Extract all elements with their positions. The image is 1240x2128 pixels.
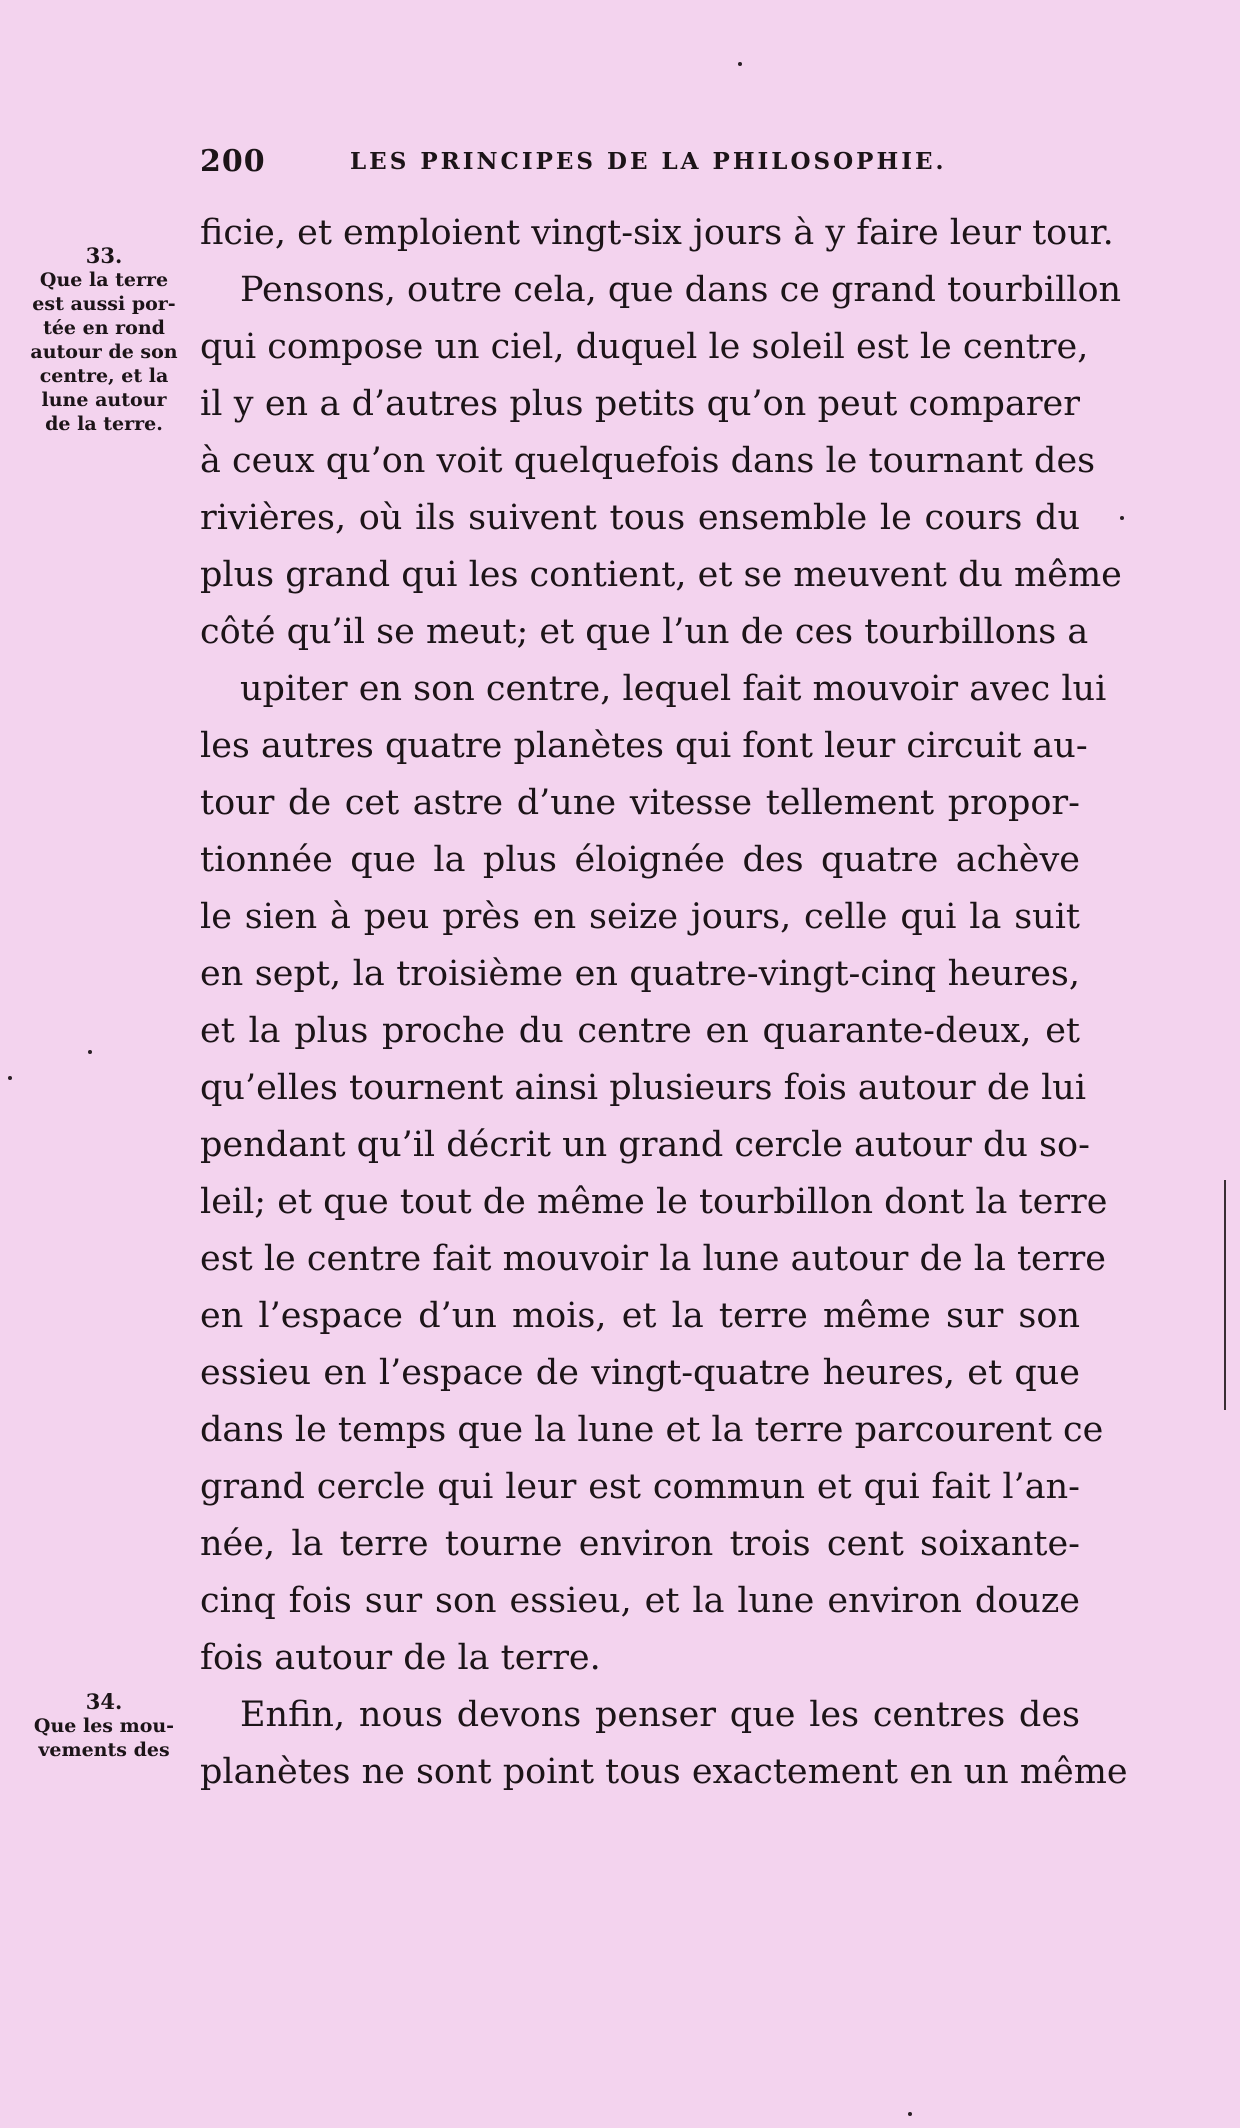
margin-note-number: 34. (85, 1689, 123, 1714)
text-line: tour de cet astre d’une vitesse tellement propor- (200, 783, 1080, 823)
page-number: 200 (200, 144, 266, 179)
margin-note-line: de la terre. (45, 413, 163, 435)
text-line: qu’elles tournent ainsi plusieurs fois autour de lui (200, 1068, 1087, 1108)
margin-note-number: 33. (85, 243, 123, 268)
margin-note-line: tée en rond (43, 317, 165, 339)
text-line: essieu en l’espace de vingt-quatre heures, et que (200, 1353, 1080, 1393)
margin-note-33 (14, 244, 194, 436)
text-line: planètes ne sont point tous exactement en un même (200, 1752, 1128, 1792)
text-line: il y en a d’autres plus petits qu’on peut comparer (200, 384, 1080, 424)
scan-speck (1120, 516, 1124, 520)
text-line: les autres quatre planètes qui font leur circuit au- (200, 726, 1088, 766)
text-line: tionnée que la plus éloignée des quatre achève (200, 840, 1080, 880)
margin-note-line: Que les mou- (33, 1715, 175, 1737)
margin-note-line: lune autour (41, 389, 167, 411)
text-line: et la plus proche du centre en quarante-deux, et (200, 1011, 1080, 1051)
scan-speck (88, 1050, 92, 1054)
page-header (200, 144, 1080, 184)
page-edge-line (1224, 1180, 1226, 1410)
running-title: LES PRINCIPES DE LA PHILOSOPHIE. (350, 148, 947, 175)
text-line: grand cercle qui leur est commun et qui fait l’an- (200, 1467, 1080, 1507)
text-line: en l’espace d’un mois, et la terre même sur son (200, 1296, 1080, 1336)
text-line: leil; et que tout de même le tourbillon dont la terre (200, 1182, 1108, 1222)
text-line: à ceux qu’on voit quelquefois dans le tournant des (200, 441, 1096, 481)
paragraph-first-line: Pensons, outre cela, que dans ce grand tourbillon (240, 270, 1122, 310)
scan-speck (738, 62, 742, 66)
text-line: côté qu’il se meut; et que l’un de ces tourbillons a (200, 612, 1089, 652)
margin-note-34 (14, 1690, 194, 1762)
paragraph-first-line: Enfin, nous devons penser que les centres des (240, 1695, 1080, 1735)
margin-note-line: Que la terre (39, 269, 169, 291)
text-line: pendant qu’il décrit un grand cercle autour du so- (200, 1125, 1090, 1165)
scan-speck (908, 2112, 912, 2116)
text-line: rivières, où ils suivent tous ensemble le cours du (200, 498, 1080, 538)
text-line: plus grand qui les contient, et se meuvent du même (200, 555, 1122, 595)
text-line: le sien à peu près en seize jours, celle qui la suit (200, 897, 1080, 937)
paragraph-last-line: fois autour de la terre. (200, 1638, 601, 1678)
text-line: en sept, la troisième en quatre-vingt-cinq heures, (200, 954, 1080, 994)
margin-note-line: vements des (38, 1739, 170, 1761)
margin-note-line: autour de son (30, 341, 178, 363)
text-line: qui compose un ciel, duquel le soleil est le centre, (200, 327, 1089, 367)
body-text (200, 205, 1128, 1801)
text-line: ficie, et emploient vingt-six jours à y faire leur tour. (200, 213, 1114, 253)
text-line: est le centre fait mouvoir la lune autour de la terre (200, 1239, 1106, 1279)
margin-note-line: centre, et la (39, 365, 169, 387)
text-line: upiter en son centre, lequel fait mouvoir avec lui (240, 669, 1107, 709)
scan-speck (8, 1076, 12, 1080)
text-line: dans le temps que la lune et la terre parcourent ce (200, 1410, 1104, 1450)
text-line: cinq fois sur son essieu, et la lune environ douze (200, 1581, 1080, 1621)
text-line: née, la terre tourne environ trois cent soixante- (200, 1524, 1080, 1564)
margin-note-line: est aussi por- (32, 293, 176, 315)
